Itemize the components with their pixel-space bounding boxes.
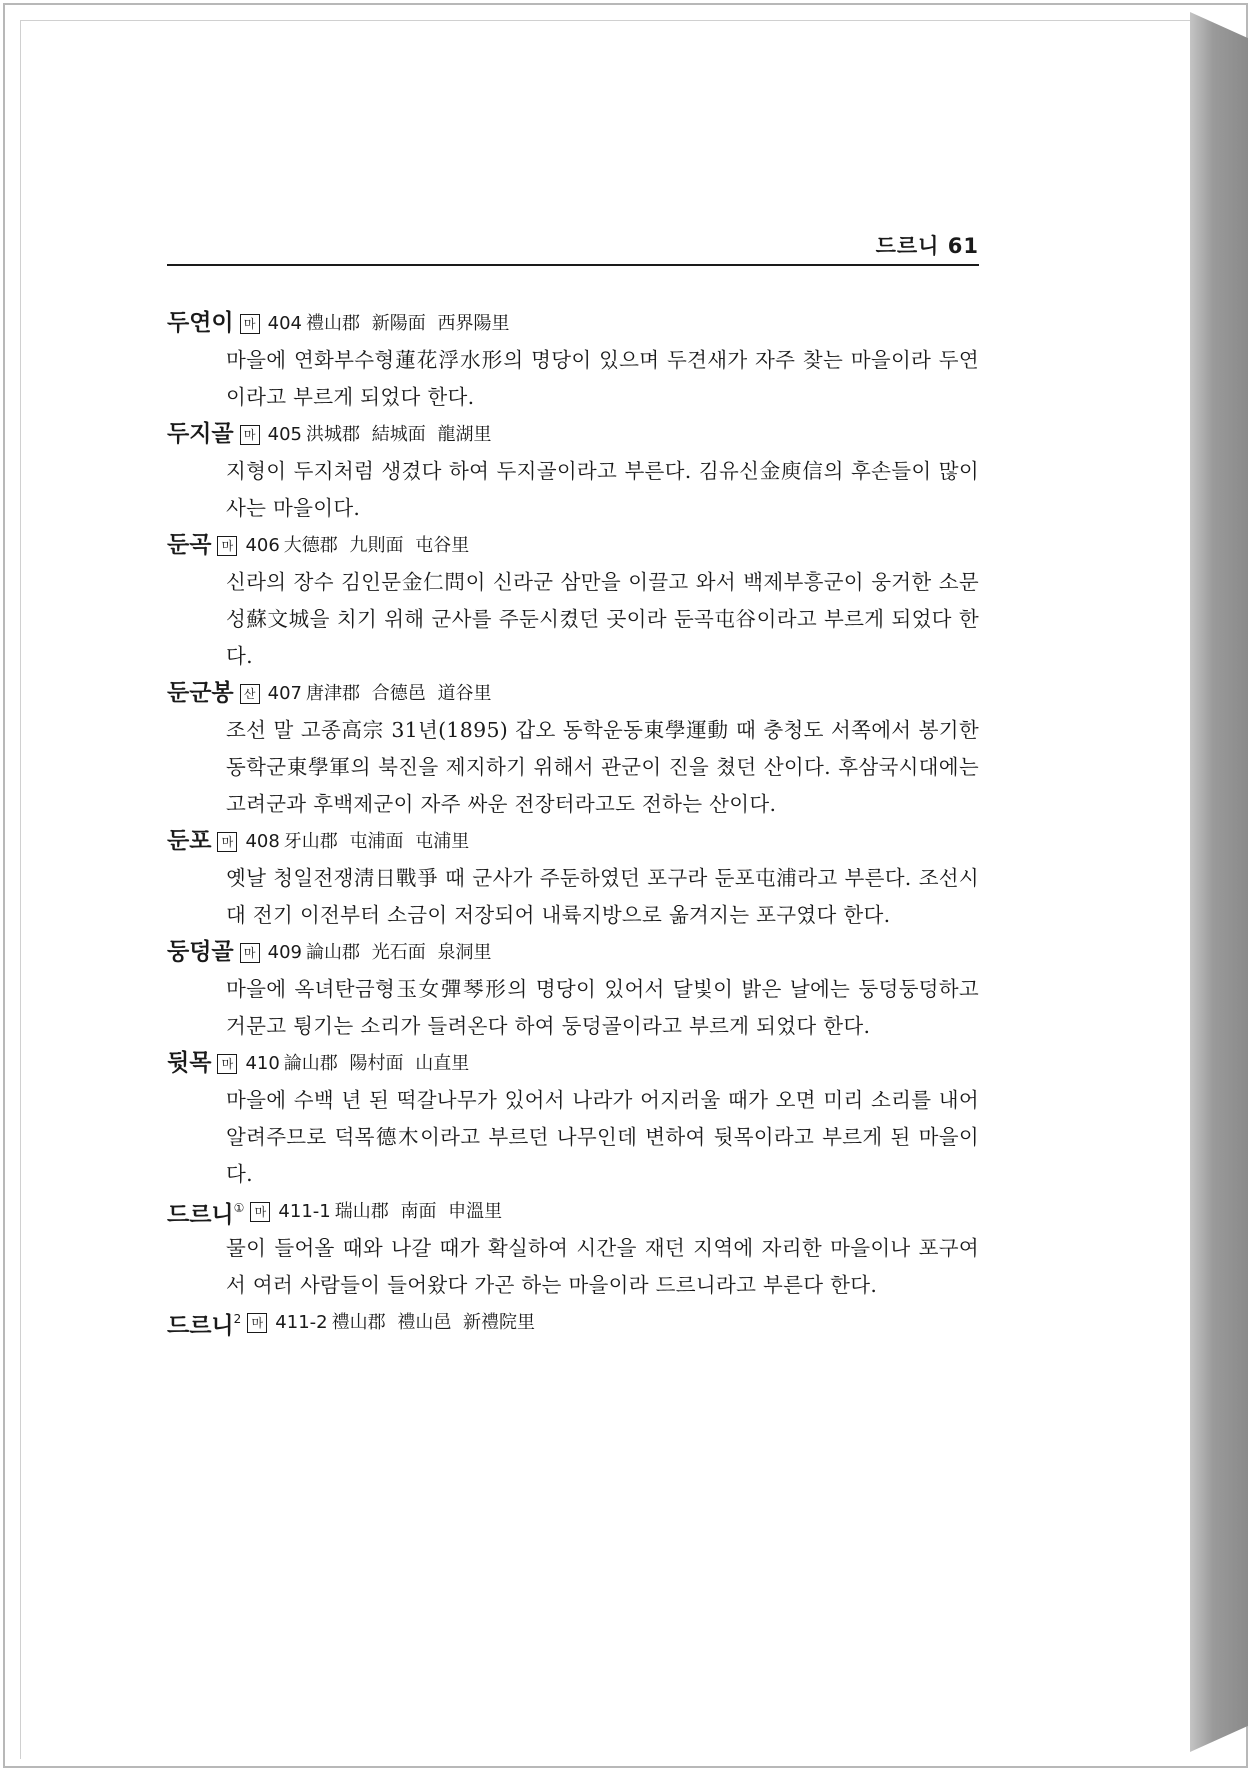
entry-type-box: 마 (240, 314, 260, 334)
entry-number: 410 (245, 1053, 280, 1074)
dictionary-entry (167, 1193, 979, 1304)
entry-name-text: 뒷목 (167, 1050, 212, 1076)
entry-name-text: 둔포 (167, 828, 212, 854)
entry-type-box: 마 (217, 536, 237, 556)
dictionary-entry (167, 1045, 979, 1193)
entry-number: 407 (267, 683, 303, 704)
dictionary-entries (167, 305, 979, 1341)
running-header (167, 226, 979, 266)
entry-name (167, 527, 211, 564)
entry-name-text: 드르니 (167, 1312, 234, 1339)
entry-description: 신라의 장수 김인문金仁問이 신라군 삼만을 이끌고 와서 백제부흥군이 웅거한 소문성蘇文城을 치기 위해 군사를 주둔시켰던 곳이라 둔곡屯谷이라고 부르게 되었다 한다. (226, 570, 979, 668)
entry-name-text: 둔군봉 (167, 680, 234, 706)
entry-description: 조선 말 고종高宗 31년(1895) 갑오 동학운동東學運動 때 충청도 서쪽에서 봉기한 동학군東學軍의 북진을 제지하기 위해서 관군이 진을 쳤던 산이다. 후삼국시대에는 고려군과 후백제군이 자주 싸운 전장터라고도 전하는 산이다. (226, 718, 979, 816)
entry-name (167, 1301, 241, 1345)
entry-location: 瑞山郡 南面 申溫里 (334, 1201, 503, 1222)
entry-heading (167, 1304, 979, 1341)
entry-name (167, 823, 211, 860)
entry-number: 411-1 (278, 1201, 331, 1222)
entry-heading (167, 416, 979, 453)
entry-type-box: 마 (240, 425, 260, 445)
entry-name (167, 1190, 244, 1234)
entry-location: 論山郡 光石面 泉洞里 (306, 942, 492, 963)
entry-heading (167, 527, 979, 564)
entry-name-text: 두지골 (167, 421, 234, 447)
entry-location: 禮山郡 新陽面 西界陽里 (306, 313, 510, 334)
entry-name-text: 두연이 (167, 310, 234, 336)
entry-heading (167, 1045, 979, 1082)
entry-location: 大德郡 九則面 屯谷里 (283, 535, 470, 556)
entry-type-box: 마 (217, 832, 237, 852)
entry-location: 洪城郡 結城面 龍湖里 (306, 424, 492, 445)
entry-description: 마을에 연화부수형蓮花浮水形의 명당이 있으며 두견새가 자주 찾는 마을이라 두연이라고 부르게 되었다 한다. (226, 348, 979, 409)
dictionary-entry (167, 823, 979, 934)
entry-number: 411-2 (275, 1312, 328, 1333)
page-stack-edge (1190, 12, 1248, 1752)
entry-name-text: 둔곡 (167, 532, 212, 558)
entry-location: 論山郡 陽村面 山直里 (283, 1053, 470, 1074)
entry-name (167, 416, 234, 453)
dictionary-entry (167, 527, 979, 675)
entry-heading (167, 1193, 979, 1230)
entry-name (167, 1045, 211, 1082)
entry-description: 옛날 청일전쟁淸日戰爭 때 군사가 주둔하였던 포구라 둔포屯浦라고 부른다. 조선시대 전기 이전부터 소금이 저장되어 내륙지방으로 옮겨지는 포구였다 한다. (226, 866, 979, 927)
entry-number: 409 (267, 942, 303, 963)
entry-description: 마을에 수백 년 된 떡갈나무가 있어서 나라가 어지러울 때가 오면 미리 소리를 내어 알려주므로 덕목德木이라고 부르던 나무인데 변하여 뒷목이라고 부르게 된 마을이다. (226, 1088, 979, 1186)
entry-heading (167, 305, 979, 342)
dictionary-entry (167, 1304, 979, 1341)
entry-name-text: 둥덩골 (167, 939, 234, 965)
entry-number: 404 (267, 313, 303, 334)
dictionary-entry (167, 934, 979, 1045)
entry-location: 牙山郡 屯浦面 屯浦里 (283, 831, 470, 852)
entry-number: 408 (245, 831, 280, 852)
entry-location: 禮山郡 禮山邑 新禮院里 (331, 1312, 536, 1333)
entry-description: 물이 들어올 때와 나갈 때가 확실하여 시간을 재던 지역에 자리한 마을이나 포구여서 여러 사람들이 들어왔다 가곤 하는 마을이라 드르니라고 부른다 한다. (226, 1236, 979, 1297)
entry-name (167, 675, 234, 712)
entry-superscript: 2 (233, 1311, 242, 1326)
entry-name (167, 305, 234, 342)
entry-description: 지형이 두지처럼 생겼다 하여 두지골이라고 부른다. 김유신金庾信의 후손들이 많이 사는 마을이다. (226, 459, 979, 520)
entry-name (167, 934, 234, 971)
dictionary-entry (167, 416, 979, 527)
dictionary-entry (167, 305, 979, 416)
entry-heading (167, 823, 979, 860)
entry-location: 唐津郡 合德邑 道谷里 (306, 683, 492, 704)
entry-type-box: 마 (247, 1313, 267, 1333)
entry-type-box: 산 (240, 684, 260, 704)
entry-number: 406 (245, 535, 280, 556)
entry-type-box: 마 (217, 1054, 237, 1074)
entry-superscript: ① (233, 1200, 245, 1215)
entry-heading (167, 675, 979, 712)
dictionary-entry (167, 675, 979, 823)
entry-number: 405 (267, 424, 303, 445)
page-header-title: 드르니 61 (875, 234, 979, 258)
entry-description: 마을에 옥녀탄금형玉女彈琴形의 명당이 있어서 달빛이 밝은 날에는 둥덩둥덩하고 거문고 튕기는 소리가 들려온다 하여 둥덩골이라고 부르게 되었다 한다. (226, 977, 979, 1038)
entry-heading (167, 934, 979, 971)
entry-type-box: 마 (240, 943, 260, 963)
entry-type-box: 마 (250, 1202, 270, 1222)
entry-name-text: 드르니 (167, 1201, 234, 1228)
